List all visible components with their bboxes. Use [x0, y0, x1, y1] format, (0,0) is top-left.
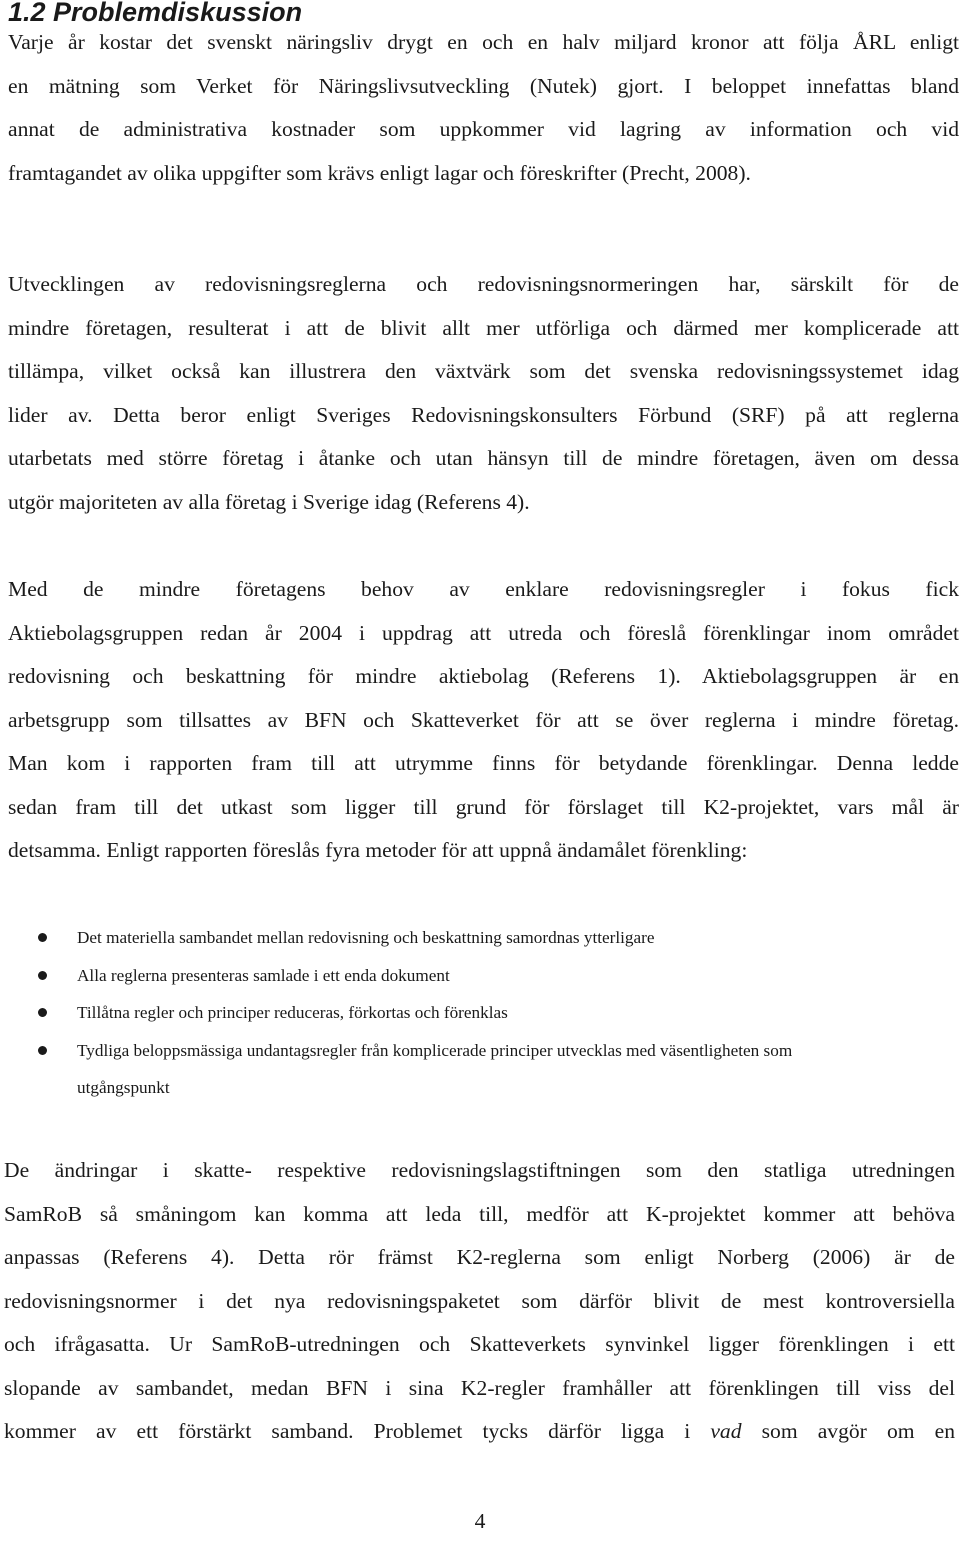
list-item-text: Tydliga beloppsmässiga undantagsregler från komplicerade principer utvecklas med väsentligheten som	[77, 1040, 793, 1060]
text-line: redovisning och beskattning för mindre aktiebolag (Referens 1). Aktiebolagsgruppen är en	[8, 664, 959, 688]
text-run: som avgör om en	[741, 1419, 955, 1443]
text-line: De ändringar i skatte- respektive redovisningslagstiftningen som den statliga utredningen	[4, 1158, 955, 1182]
text-line: annat de administrativa kostnader som uppkommer vid lagring av information och vid	[8, 117, 959, 141]
text-line: detsamma. Enligt rapporten föreslås fyra metoder för att uppnå ändamålet förenkling:	[8, 838, 748, 862]
text-line: tillämpa, vilket också kan illustrera den växtvärk som det svenska redovisningssystemet idag	[8, 359, 959, 383]
paragraph-3	[8, 568, 959, 873]
text-line: mindre företagen, resulterat i att de blivit allt mer utförliga och därmed mer komplicerade att	[8, 315, 959, 340]
text-line: redovisningsnormer i det nya redovisningspaketet som därför blivit de mest kontroversiella	[4, 1288, 955, 1313]
text-line: sedan fram till det utkast som ligger till grund för förslaget till K2-projektet, vars mål är	[8, 794, 959, 819]
text-line: utgör majoriteten av alla företag i Sverige idag (Referens 4).	[8, 489, 530, 514]
text-line: Man kom i rapporten fram till att utrymme finns för betydande förenklingar. Denna ledde	[8, 751, 959, 775]
page-number: 4	[474, 1509, 486, 1533]
text-line: Aktiebolagsgruppen redan år 2004 i uppdrag att utreda och föreslå förenklingar inom området	[8, 620, 959, 645]
bullet-icon	[38, 1046, 47, 1055]
text-line: utarbetats med större företag i åtanke och utan hänsyn till de mindre företagen, även om dessa	[8, 446, 959, 470]
list-item-text: utgångspunkt	[77, 1078, 170, 1097]
text-line-last	[4, 1410, 955, 1454]
list-item-text: Det materiella sambandet mellan redovisning och beskattning samordnas ytterligare	[77, 928, 655, 947]
bullet-icon	[38, 933, 47, 942]
list-item	[0, 957, 956, 995]
paragraph-1	[8, 21, 959, 195]
list-item-text: Alla reglerna presenteras samlade i ett enda dokument	[77, 965, 450, 985]
list-item	[0, 919, 956, 957]
text-line: Varje år kostar det svenskt näringsliv drygt en och en halv miljard kronor att följa ÅRL enligt	[8, 30, 959, 54]
text-line: framtagandet av olika uppgifter som krävs enligt lagar och föreskrifter (Precht, 2008).	[8, 160, 751, 185]
section-heading: 1.2 Problemdiskussion	[8, 0, 303, 27]
list-item	[0, 994, 956, 1032]
emphasized-text: vad	[710, 1419, 742, 1443]
text-line: lider av. Detta beror enligt Sveriges Redovisningskonsulters Förbund (SRF) på att reglerna	[8, 402, 959, 427]
text-line: Med de mindre företagens behov av enklare redovisningsregler i fokus fick	[8, 577, 959, 601]
bullet-list	[0, 919, 956, 1107]
text-line: Utvecklingen av redovisningsreglerna och redovisningsnormeringen har, särskilt för de	[8, 272, 959, 296]
bullet-icon	[38, 971, 47, 980]
text-line: arbetsgrupp som tillsattes av BFN och Skatteverket för att se över reglerna i mindre företag.	[8, 707, 959, 732]
paragraph-2	[8, 263, 959, 524]
list-item-text: Tillåtna regler och principer reduceras, förkortas och förenklas	[77, 1003, 508, 1022]
text-line: SamRoB så småningom kan komma att leda till, medför att K-projektet kommer att behöva	[4, 1201, 955, 1226]
text-line: slopande av sambandet, medan BFN i sina K2-regler framhåller att förenklingen till viss del	[4, 1375, 955, 1400]
bullet-icon	[38, 1008, 47, 1017]
text-line: en mätning som Verket för Näringslivsutveckling (Nutek) gjort. I beloppet innefattas bland	[8, 73, 959, 98]
text-run: kommer av ett förstärkt samband. Problemet tycks därför ligga i	[4, 1419, 711, 1443]
paragraph-4	[4, 1149, 955, 1454]
text-line: anpassas (Referens 4). Detta rör främst K2-reglerna som enligt Norberg (2006) är de	[4, 1245, 955, 1269]
list-item	[0, 1032, 956, 1107]
text-line: och ifrågasatta. Ur SamRoB-utredningen och Skatteverkets synvinkel ligger förenklingen i ett	[4, 1332, 955, 1356]
